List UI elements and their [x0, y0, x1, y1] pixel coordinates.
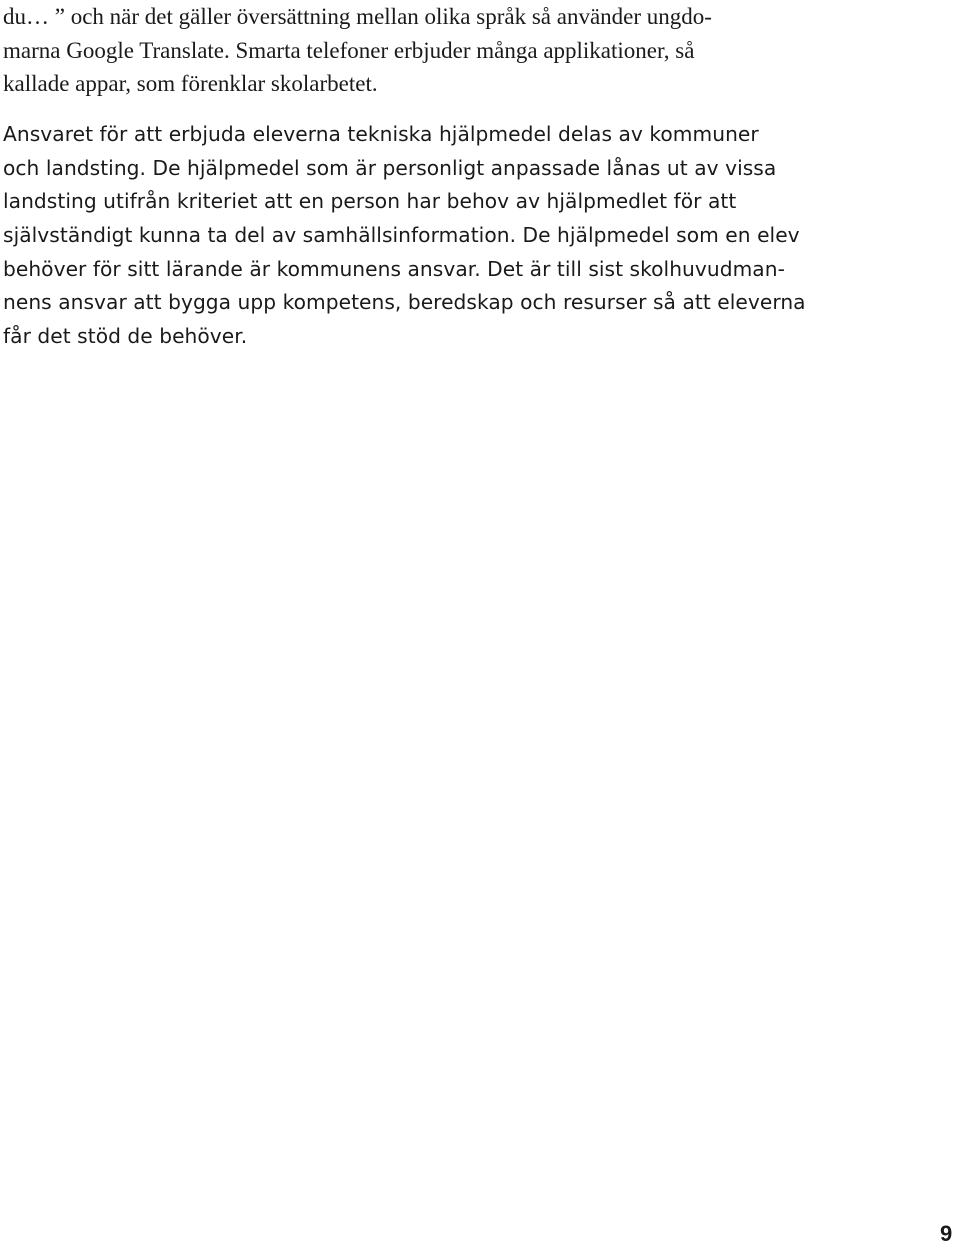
- text-segment: och landsting.: [3, 155, 147, 180]
- text-line: marna Google Translate. Smarta telefoner erbjuder många applikationer, så: [3, 37, 695, 63]
- text-line: [3, 152, 883, 186]
- text-line: Ansvaret för att erbjuda eleverna tekniska hjälpmedel delas av kommuner: [3, 122, 759, 146]
- text-segment: De hjälpmedel som en elev: [522, 223, 800, 248]
- text-line: [3, 219, 883, 253]
- text-line: du… ” och när det gäller översättning mellan olika språk så använder ungdo-: [3, 4, 712, 29]
- paragraph-1: [3, 0, 883, 101]
- text-segment: självständigt kunna ta del av samhällsinformation.: [3, 223, 517, 248]
- text-line: landsting utifrån kriteriet att en person har behov av hjälpmedlet för att: [3, 189, 737, 214]
- text-segment: Det är till sist skolhuvudman-: [487, 256, 785, 281]
- text-line: nens ansvar att bygga upp kompetens, beredskap och resurser så att eleverna: [3, 290, 806, 315]
- page-number: 9: [940, 1221, 953, 1246]
- text-line: kallade appar, som förenklar skolarbetet.: [3, 71, 378, 97]
- text-line: får det stöd de behöver.: [3, 324, 248, 349]
- text-line: [3, 253, 883, 287]
- paragraph-2: [3, 118, 883, 354]
- text-segment: behöver för sitt lärande är kommunens ansvar.: [3, 256, 481, 281]
- text-segment: De hjälpmedel som är personligt anpassade lånas ut av vissa: [152, 155, 777, 180]
